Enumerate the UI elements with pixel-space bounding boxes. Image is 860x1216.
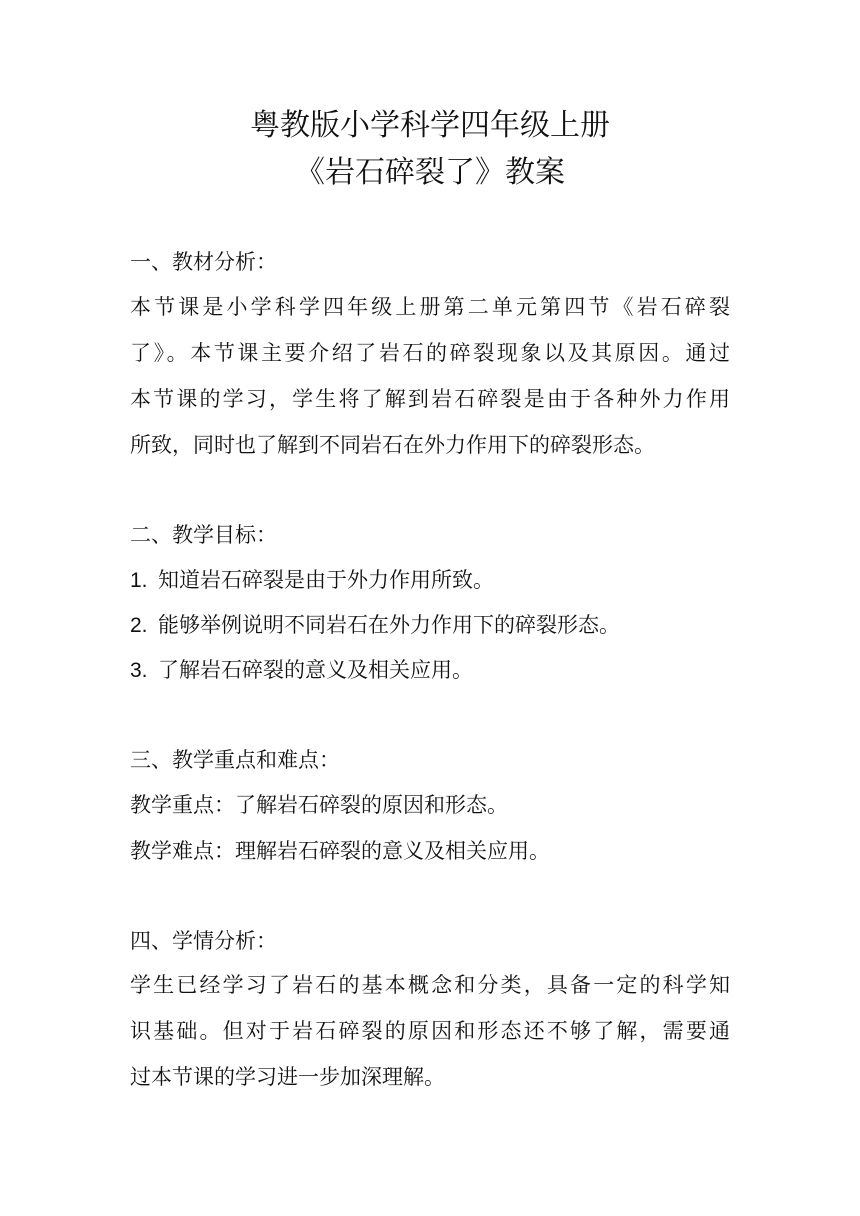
list-item-text: 能够举例说明不同岩石在外力作用下的碎裂形态。: [158, 613, 620, 637]
section-heading-student-analysis: 四、学情分析：: [130, 929, 277, 953]
section-heading-textbook-analysis: 一、教材分析：: [130, 250, 277, 274]
paragraph-line-text: 识基础。但对于岩石碎裂的原因和形态还不够了解，需要通: [130, 1019, 730, 1043]
paragraph-line: [130, 970, 730, 1000]
document-title-line-1: 粤教版小学科学四年级上册: [250, 108, 610, 143]
list-item-text: 知道岩石碎裂是由于外力作用所致。: [158, 568, 494, 592]
paragraph-line-text: 学生已经学习了岩石的基本概念和分类，具备一定的科学知: [130, 973, 730, 997]
paragraph-line-text: 本节课的学习，学生将了解到岩石碎裂是由于各种外力作用: [130, 387, 730, 411]
list-item-number: 2.: [130, 614, 148, 637]
paragraph-line: 过本节课的学习进一步加深理解。: [130, 1065, 445, 1089]
section-heading-key-points: 三、教学重点和难点：: [130, 748, 340, 772]
paragraph-line-text: 本节课是小学科学四年级上册第二单元第四节《岩石碎裂: [130, 295, 730, 319]
list-item-text: 了解岩石碎裂的意义及相关应用。: [158, 658, 473, 682]
paragraph-line: [130, 292, 730, 322]
list-item: [130, 565, 494, 596]
paragraph-line: [130, 1016, 730, 1046]
section-heading-teaching-goals: 二、教学目标：: [130, 523, 277, 547]
list-item-number: 3.: [130, 659, 148, 682]
list-item: [130, 655, 473, 686]
paragraph-line: 教学难点：理解岩石碎裂的意义及相关应用。: [130, 839, 550, 863]
paragraph-line: [130, 338, 730, 368]
paragraph-line-text: 了》。本节课主要介绍了岩石的碎裂现象以及其原因。通过: [130, 341, 730, 365]
list-item: [130, 610, 620, 641]
paragraph-line: 所致，同时也了解到不同岩石在外力作用下的碎裂形态。: [130, 433, 655, 457]
paragraph-line: 教学重点：了解岩石碎裂的原因和形态。: [130, 793, 508, 817]
paragraph-line: [130, 384, 730, 414]
document-title-line-2: 《岩石碎裂了》教案: [295, 155, 565, 190]
list-item-number: 1.: [130, 569, 148, 592]
